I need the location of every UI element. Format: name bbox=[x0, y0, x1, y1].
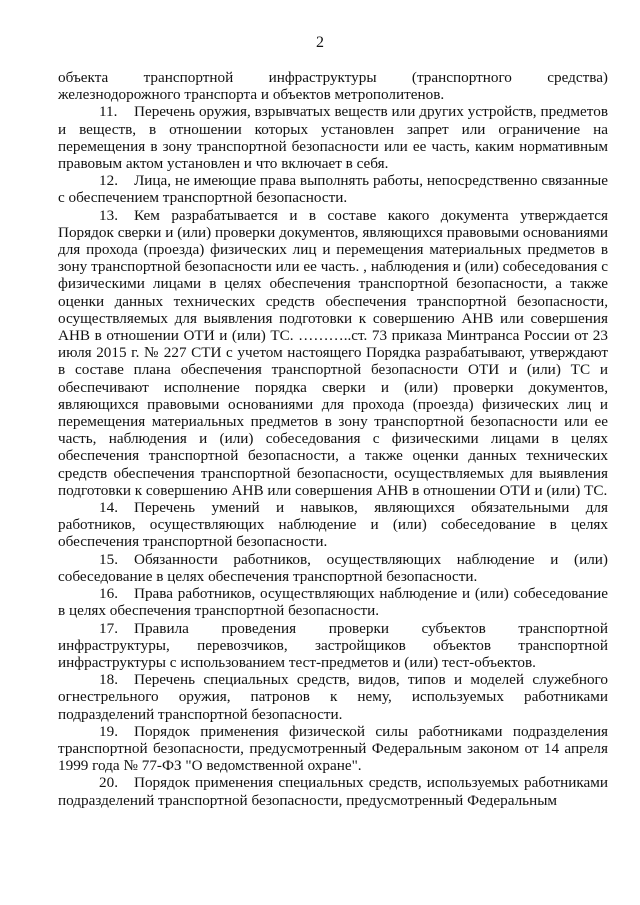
item-text: Кем разрабатывается и в составе какого документа утверждается Порядок сверки и (или) проверки документов, являющихся правовыми основаниями для прохода (проезда) физических лиц и перемещения материальных предметов в зону транспортной безопасности или ее часть. , наблюдения и (или) собеседования с физическими лицами в целях обеспечения транспортной безопасности, а также оценки данных технических средств обеспечения транспортной безопасности, осуществляемых для выявления подготовки к совершению АНВ или совершения АНВ в отношении ОТИ и (или) ТС. ………..ст. 73 приказа Минтранса России от 23 июля 2015 г. № 227 СТИ с учетом настоящего Порядка разрабатывают, утверждают в составе плана обеспечения транспортной безопасности ОТИ и (или) ТС и обеспечивают исполнение порядка сверки и (или) проверки документов, являющихся правовыми основаниями для прохода (проезда) физических лиц и перемещения материальных предметов в зону транспортной безопасности или ее часть, наблюдения и (или) собеседования с физическими лицами в целях обеспечения транспортной безопасности, а также оценки данных технических средств обеспечения транспортной безопасности, осуществляемых для выявления подготовки к совершению АНВ или совершения АНВ в отношении ОТИ и (или) ТС. bbox=[58, 206, 608, 499]
item-number: 14. bbox=[99, 499, 118, 517]
item-text: Порядок применения физической силы работниками подразделения транспортной безопасности, предусмотренный Федеральным законом от 14 апреля 1999 года № 77-ФЗ "О ведомственной охране". bbox=[58, 722, 608, 775]
item-text: Лица, не имеющие права выполнять работы, непосредственно связанные с обеспечением транспортной безопасности. bbox=[58, 172, 608, 207]
list-item-13 bbox=[58, 207, 608, 499]
item-number: 16. bbox=[99, 585, 118, 603]
item-text: Порядок применения специальных средств, используемых работниками подразделений транспортной безопасности, предусмотренный Федеральным bbox=[58, 774, 608, 809]
item-number: 17. bbox=[99, 619, 118, 637]
page-number: 2 bbox=[316, 34, 324, 51]
list-item-12 bbox=[58, 172, 608, 206]
item-number: 19. bbox=[99, 722, 118, 740]
list-item-18 bbox=[58, 671, 608, 723]
item-text: Обязанности работников, осуществляющих наблюдение и (или) собеседование в целях обеспечения транспортной безопасности. bbox=[58, 550, 608, 585]
item-text: Перечень специальных средств, видов, типов и моделей служебного огнестрельного оружия, патронов к нему, используемых работниками подразделений транспортной безопасности. bbox=[58, 671, 608, 723]
list-item-15 bbox=[58, 551, 608, 585]
list-item-11 bbox=[58, 103, 608, 172]
list-item-17 bbox=[58, 620, 608, 672]
document-body bbox=[58, 69, 608, 809]
item-number: 18. bbox=[99, 671, 118, 689]
continued-paragraph: объекта транспортной инфраструктуры (транспортного средства) железнодорожного транспорта и объектов метрополитенов. bbox=[58, 69, 608, 104]
item-text: Права работников, осуществляющих наблюдение и (или) собеседование в целях обеспечения транспортной безопасности. bbox=[58, 585, 608, 620]
item-number: 12. bbox=[99, 172, 118, 190]
list-item-16 bbox=[58, 585, 608, 619]
item-text: Правила проведения проверки субъектов транспортной инфраструктуры, перевозчиков, застройщиков объектов транспортной инфраструктуры с использованием тест-предметов и (или) тест-объектов. bbox=[58, 619, 608, 671]
item-number: 13. bbox=[99, 206, 118, 224]
item-number: 20. bbox=[99, 774, 118, 792]
item-text: Перечень оружия, взрывчатых веществ или других устройств, предметов и веществ, в отношении которых установлен запрет или ограничение на перемещения в зону транспортной безопасности или ее часть, каким нормативным правовым актом установлен и что включает в себя. bbox=[58, 103, 608, 173]
list-item-19 bbox=[58, 723, 608, 775]
list-item-20 bbox=[58, 774, 608, 808]
list-item-14 bbox=[58, 499, 608, 551]
item-number: 11. bbox=[99, 103, 118, 121]
item-text: Перечень умений и навыков, являющихся обязательными для работников, осуществляющих наблюдение и (или) собеседование в целях обеспечения транспортной безопасности. bbox=[58, 499, 608, 551]
item-number: 15. bbox=[99, 550, 118, 568]
